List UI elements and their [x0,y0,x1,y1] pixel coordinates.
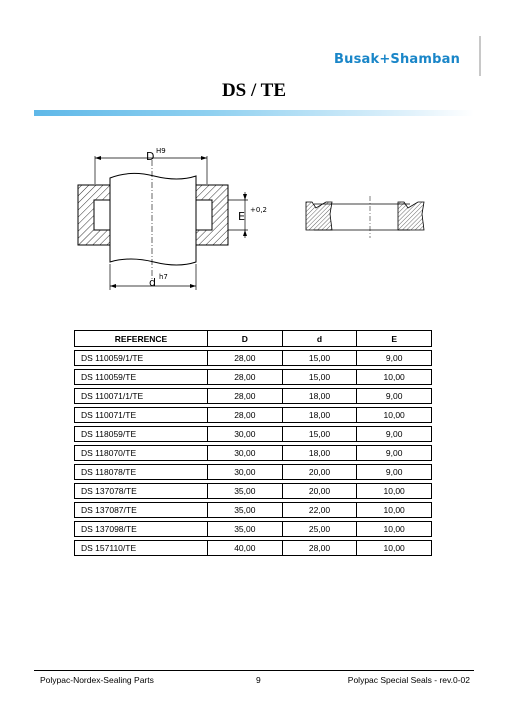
cell-value: 10,00 [357,541,432,556]
label-d-tolerance: h7 [159,273,168,281]
table-row [75,522,432,537]
table-row [75,446,432,461]
cell-value: 20,00 [282,465,357,480]
cell-value: 28,00 [208,389,283,404]
cell-value: 10,00 [357,370,432,385]
cell-value: 18,00 [282,408,357,423]
table-row [75,351,432,366]
cell-value: 18,00 [282,446,357,461]
cell-reference: DS 110071/1/TE [75,389,208,404]
cell-value: 10,00 [357,484,432,499]
cell-value: 9,00 [357,427,432,442]
label-D-tolerance: H9 [156,147,166,155]
header-E: E [357,331,432,347]
cell-value: 35,00 [208,522,283,537]
cell-reference: DS 110071/TE [75,408,208,423]
cell-value: 10,00 [357,522,432,537]
housing-drawing [70,140,270,295]
cell-value: 35,00 [208,484,283,499]
cell-value: 10,00 [357,408,432,423]
header-d: d [282,331,357,347]
cell-value: 22,00 [282,503,357,518]
label-D: D [146,150,155,163]
label-d: d [149,276,156,289]
seal-profile-drawing [300,192,440,242]
label-E-tolerance: +0,2 [250,206,267,214]
cell-value: 40,00 [208,541,283,556]
cell-value: 35,00 [208,503,283,518]
brand-logo: Busak+Shamban [334,52,461,67]
table-row [75,389,432,404]
cell-value: 15,00 [282,427,357,442]
cell-value: 30,00 [208,465,283,480]
cell-reference: DS 110059/TE [75,370,208,385]
cell-value: 10,00 [357,503,432,518]
table-row [75,465,432,480]
cell-value: 9,00 [357,351,432,366]
cell-reference: DS 137078/TE [75,484,208,499]
cell-reference: DS 137098/TE [75,522,208,537]
header-gradient-bar [34,110,474,116]
cell-value: 9,00 [357,389,432,404]
table-header-row [75,331,432,347]
footer-page-number: 9 [256,675,261,685]
cell-value: 28,00 [208,351,283,366]
cell-value: 9,00 [357,465,432,480]
cell-reference: DS 118078/TE [75,465,208,480]
cell-reference: DS 137087/TE [75,503,208,518]
cell-value: 28,00 [282,541,357,556]
cell-value: 15,00 [282,351,357,366]
cell-value: 20,00 [282,484,357,499]
header-D: D [208,331,283,347]
cell-value: 25,00 [282,522,357,537]
cell-reference: DS 118070/TE [75,446,208,461]
cell-reference: DS 118059/TE [75,427,208,442]
footer-right: Polypac Special Seals - rev.0-02 [347,675,470,685]
table-row [75,541,432,556]
footer-left: Polypac-Nordex-Sealing Parts [40,675,154,685]
table-row [75,484,432,499]
label-E: E [238,210,245,223]
cell-reference: DS 110059/1/TE [75,351,208,366]
cell-value: 30,00 [208,446,283,461]
cell-value: 18,00 [282,389,357,404]
header-reference: REFERENCE [75,331,208,347]
cell-reference: DS 157110/TE [75,541,208,556]
table-row [75,427,432,442]
table-row [75,503,432,518]
page-title: DS / TE [221,80,287,101]
dimensions-table [74,330,432,556]
cell-value: 9,00 [357,446,432,461]
table-row [75,370,432,385]
cell-value: 15,00 [282,370,357,385]
footer-divider [34,670,474,671]
logo-divider [479,36,481,76]
cell-value: 28,00 [208,370,283,385]
table-row [75,408,432,423]
cell-value: 30,00 [208,427,283,442]
cell-value: 28,00 [208,408,283,423]
